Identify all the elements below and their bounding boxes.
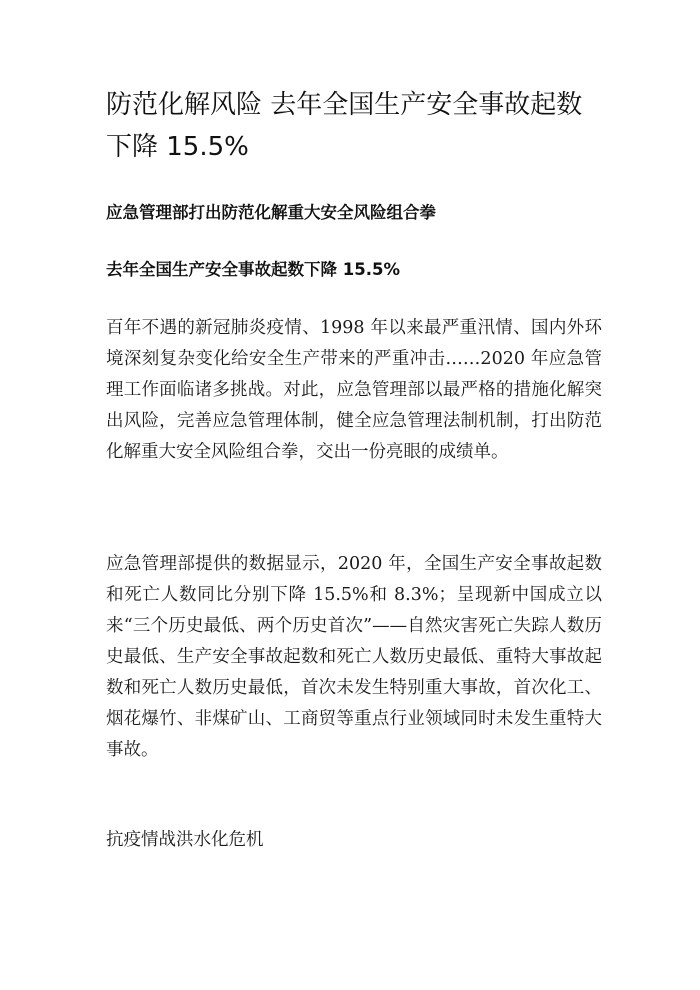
- article-subheading-2: 去年全国生产安全事故起数下降 15.5%: [106, 260, 400, 279]
- article-subheading-1: 应急管理部打出防范化解重大安全风险组合拳: [106, 203, 436, 222]
- article-paragraph-1: 百年不遇的新冠肺炎疫情、1998 年以来最严重汛情、国内外环境深刻复杂变化给安全生产带来的严重冲击……2020 年应急管理工作面临诸多挑战。对此，应急管理部以最严格的措施化解突出风险，完善应急管理体制，健全应急管理法制机制，打出防范化解重大安全风险组合拳，交出一份亮眼的成绩单。: [106, 318, 602, 462]
- article-paragraph-2: 应急管理部提供的数据显示，2020 年，全国生产安全事故起数和死亡人数同比分别下降 15.5%和 8.3%；呈现新中国成立以来“三个历史最低、两个历史首次”——自然灾害死亡失踪人数历史最低、生产安全事故起数和死亡人数历史最低、重特大事故起数和死亡人数历史最低，首次未发生特别重大事故，首次化工、烟花爆竹、非煤矿山、工商贸等重点行业领域同时未发生重特大事故。: [106, 554, 602, 760]
- article-title: 防范化解风险 去年全国生产安全事故起数下降 15.5%: [106, 90, 583, 162]
- article-section-heading: 抗疫情战洪水化危机: [106, 830, 264, 850]
